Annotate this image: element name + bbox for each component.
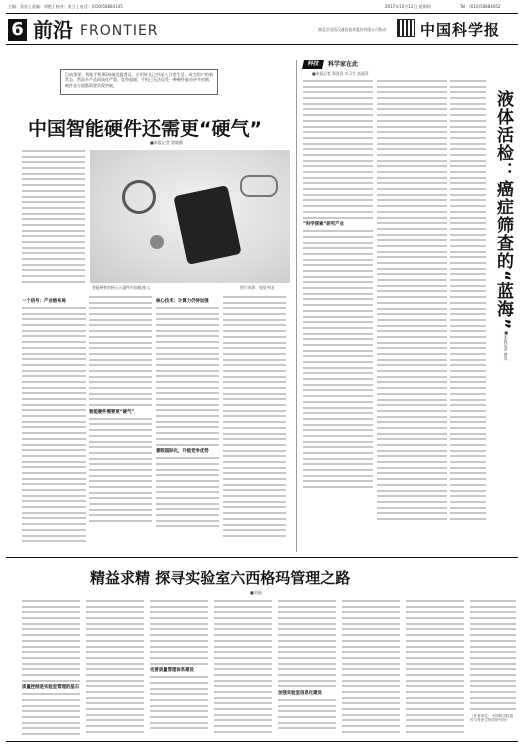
subhead-4: 着眼国际化，升级竞争优势	[156, 449, 209, 455]
right-col	[450, 80, 486, 550]
science-subhead-1: “科学探索”研究产业	[303, 222, 344, 228]
bottom-subhead-2: 完善质量管理体系建设	[150, 668, 194, 674]
bottom-col-7	[406, 600, 464, 738]
subhead-1: 一个信号：产业链布局	[22, 299, 66, 304]
main-body-col-3	[89, 296, 152, 551]
main-byline: ■本报记者 贾晓静	[150, 140, 184, 145]
bottom-col-2	[86, 600, 144, 738]
masthead-left: 主编：张首 | 责编：刘艳 | 校对：张立 | 电话：(010)58884105	[8, 4, 123, 9]
lead-text: 目前重要，智能手机4G终端迅猛普及，应用时长已经深入日常生活，成为用户的新常态，然而多产品同质化严重，竞争加剧；手机已无法仅凭一种硬件驱动更多创新，硬件各方面都需要实现突破。	[65, 72, 213, 88]
science-column-title: 科学家在此	[328, 61, 359, 68]
column-divider	[296, 60, 297, 552]
bottom-col-3	[150, 600, 208, 738]
vertical-headline: 液体活检：癌症筛查的“蓝海”	[493, 90, 513, 331]
page-number-badge	[8, 19, 27, 41]
co-sponsor: 湖北京汉西汉通信技术股份有限公司协办	[318, 27, 387, 32]
science-col-1	[303, 80, 373, 550]
photo-credit: 图片来源：视觉中国	[240, 285, 275, 290]
bottom-rule	[6, 741, 518, 742]
science-byline: ■本报记者 郑金武 实习生 高丽萍	[312, 71, 369, 76]
subhead-3: 核心技术：计算力仍待加强	[156, 299, 209, 304]
main-headline: 中国智能硬件还需更“硬气”	[28, 118, 262, 140]
bottom-col-1	[22, 600, 80, 738]
bottom-headline: 精益求精 探寻实验室六西格玛管理之路	[90, 569, 351, 587]
main-body-col-1	[22, 150, 85, 290]
bottom-byline: ■刘丽	[250, 590, 262, 595]
newspaper-logo: 中国科学报	[420, 21, 501, 39]
footer-note: （作者单位：中国科学院遗传与发育生物学研究所）	[470, 713, 514, 723]
bottom-col-6	[342, 600, 400, 738]
section-title: 前沿	[33, 18, 73, 42]
section-title-en: FRONTIER	[80, 23, 159, 39]
earbud-icon	[150, 235, 164, 249]
science-col-2	[377, 80, 447, 550]
bottom-col-4	[214, 600, 272, 738]
bottom-col-8	[470, 600, 516, 738]
smart-devices-photo	[90, 150, 290, 283]
banner-rule	[6, 44, 518, 45]
bottom-subhead-1: 质量控制是实验室管理的基石	[22, 685, 80, 691]
smartphone-icon	[173, 185, 241, 265]
section-divider	[6, 557, 518, 558]
masthead-phone: Tel：(010)58884052	[460, 4, 501, 9]
smartwatch-icon	[122, 180, 156, 214]
top-rule	[6, 13, 518, 14]
main-body-col-4	[156, 296, 219, 551]
science-tag: 科技	[302, 60, 324, 69]
main-body-col-5	[223, 296, 286, 551]
band-icon	[240, 175, 278, 197]
bottom-subhead-3: 加强实验室信息化建设	[278, 691, 322, 696]
photo-caption: 智能硬件的核心元器件仍依赖进口。	[92, 285, 153, 290]
bottom-col-5	[278, 600, 336, 738]
masthead-date: 2017年10月12日 星期四	[385, 4, 431, 9]
lead-box	[60, 69, 218, 95]
qr-code-icon	[398, 20, 414, 36]
vertical-byline: ■本报记者 唐凤	[503, 330, 509, 361]
page-number: 6	[11, 19, 24, 40]
main-body-col-2	[22, 296, 86, 551]
subhead-2: 智能硬件需要更“硬气”	[89, 409, 135, 415]
